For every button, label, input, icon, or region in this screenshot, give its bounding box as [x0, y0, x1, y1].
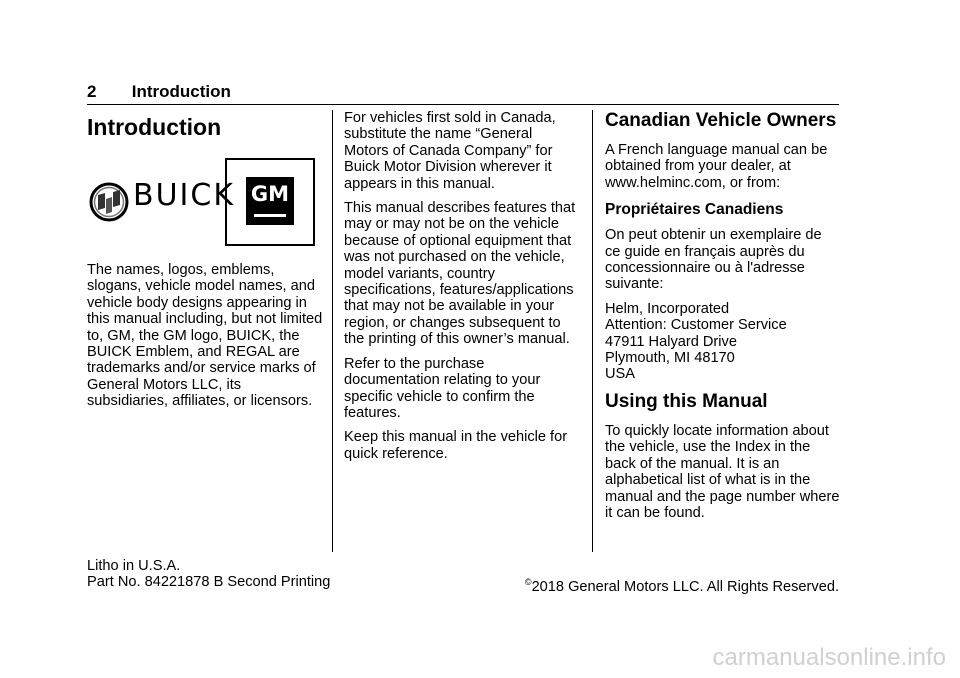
buick-emblem-icon [89, 182, 129, 222]
address-line: 47911 Halyard Drive [605, 333, 737, 350]
column-2 [344, 110, 580, 470]
copyright-text: 2018 General Motors LLC. All Rights Reserved. [531, 579, 839, 595]
column-divider-2 [592, 110, 593, 552]
column-divider-1 [332, 110, 333, 552]
column-3 [605, 110, 841, 529]
header-section-title: Introduction [131, 82, 231, 101]
mailing-address [605, 301, 841, 383]
page-header [87, 82, 839, 105]
gm-logo-text: GM [250, 182, 290, 206]
buick-wordmark: BUICK [133, 178, 236, 213]
site-watermark: carmanualsonline.info [712, 644, 946, 671]
column-1 [87, 110, 323, 418]
using-manual-heading: Using this Manual [605, 390, 768, 412]
page-number: 2 [87, 82, 97, 101]
part-number-text: Part No. 84221878 B Second Printing [87, 574, 331, 591]
copyright-notice [525, 574, 839, 595]
using-manual-paragraph: To quickly locate information about the vehicle, use the Index in the back of the manual. It is an alphabetical list of what is in the manual and the page number where it can be found. [605, 422, 840, 521]
gm-logo [225, 158, 315, 246]
page-title: Introduction [87, 114, 222, 140]
french-owners-heading: Propriétaires Canadiens [605, 201, 784, 219]
address-line: USA [605, 366, 636, 383]
canadian-owners-heading: Canadian Vehicle Owners [605, 110, 837, 131]
french-owners-paragraph: On peut obtenir un exemplaire de ce guide en français auprès du concessionnaire ou à l'adresse suivante: [605, 227, 822, 293]
gm-logo-underline [254, 214, 286, 217]
keep-manual-paragraph: Keep this manual in the vehicle for quick reference. [344, 429, 568, 462]
features-paragraph: This manual describes features that may or may not be on the vehicle because of optional equipment that was not purchased on the vehicle, model variants, country specifications, features/applications that may not be available in your region, or changes subsequent to the printing of this owner’s manual. [344, 200, 576, 348]
canada-name-paragraph: For vehicles first sold in Canada, substitute the name “General Motors of Canada Company” for Buick Motor Division wherever it appears in this manual. [344, 110, 556, 192]
address-line: Plymouth, MI 48170 [605, 350, 735, 367]
litho-text: Litho in U.S.A. [87, 558, 181, 574]
trademark-paragraph: The names, logos, emblems, slogans, vehicle model names, and vehicle body designs appearing in this manual including, but not limited to, GM, the GM logo, BUICK, the BUICK Emblem, and REGAL are trademarks and/or service marks of General Motors LLC, its subsidiaries, affiliates, or licensors. [87, 262, 323, 410]
brand-logos [87, 158, 323, 250]
page-footer [87, 558, 839, 595]
copyright-symbol: © [524, 577, 532, 587]
address-line: Helm, Incorporated [605, 300, 730, 317]
purchase-docs-paragraph: Refer to the purchase documentation relating to your specific vehicle to confirm the features. [344, 355, 541, 421]
address-line: Attention: Customer Service [605, 317, 787, 334]
gm-logo-mark [246, 177, 294, 225]
canadian-owners-paragraph: A French language manual can be obtained from your dealer, at www.helminc.com, or from: [605, 142, 828, 191]
